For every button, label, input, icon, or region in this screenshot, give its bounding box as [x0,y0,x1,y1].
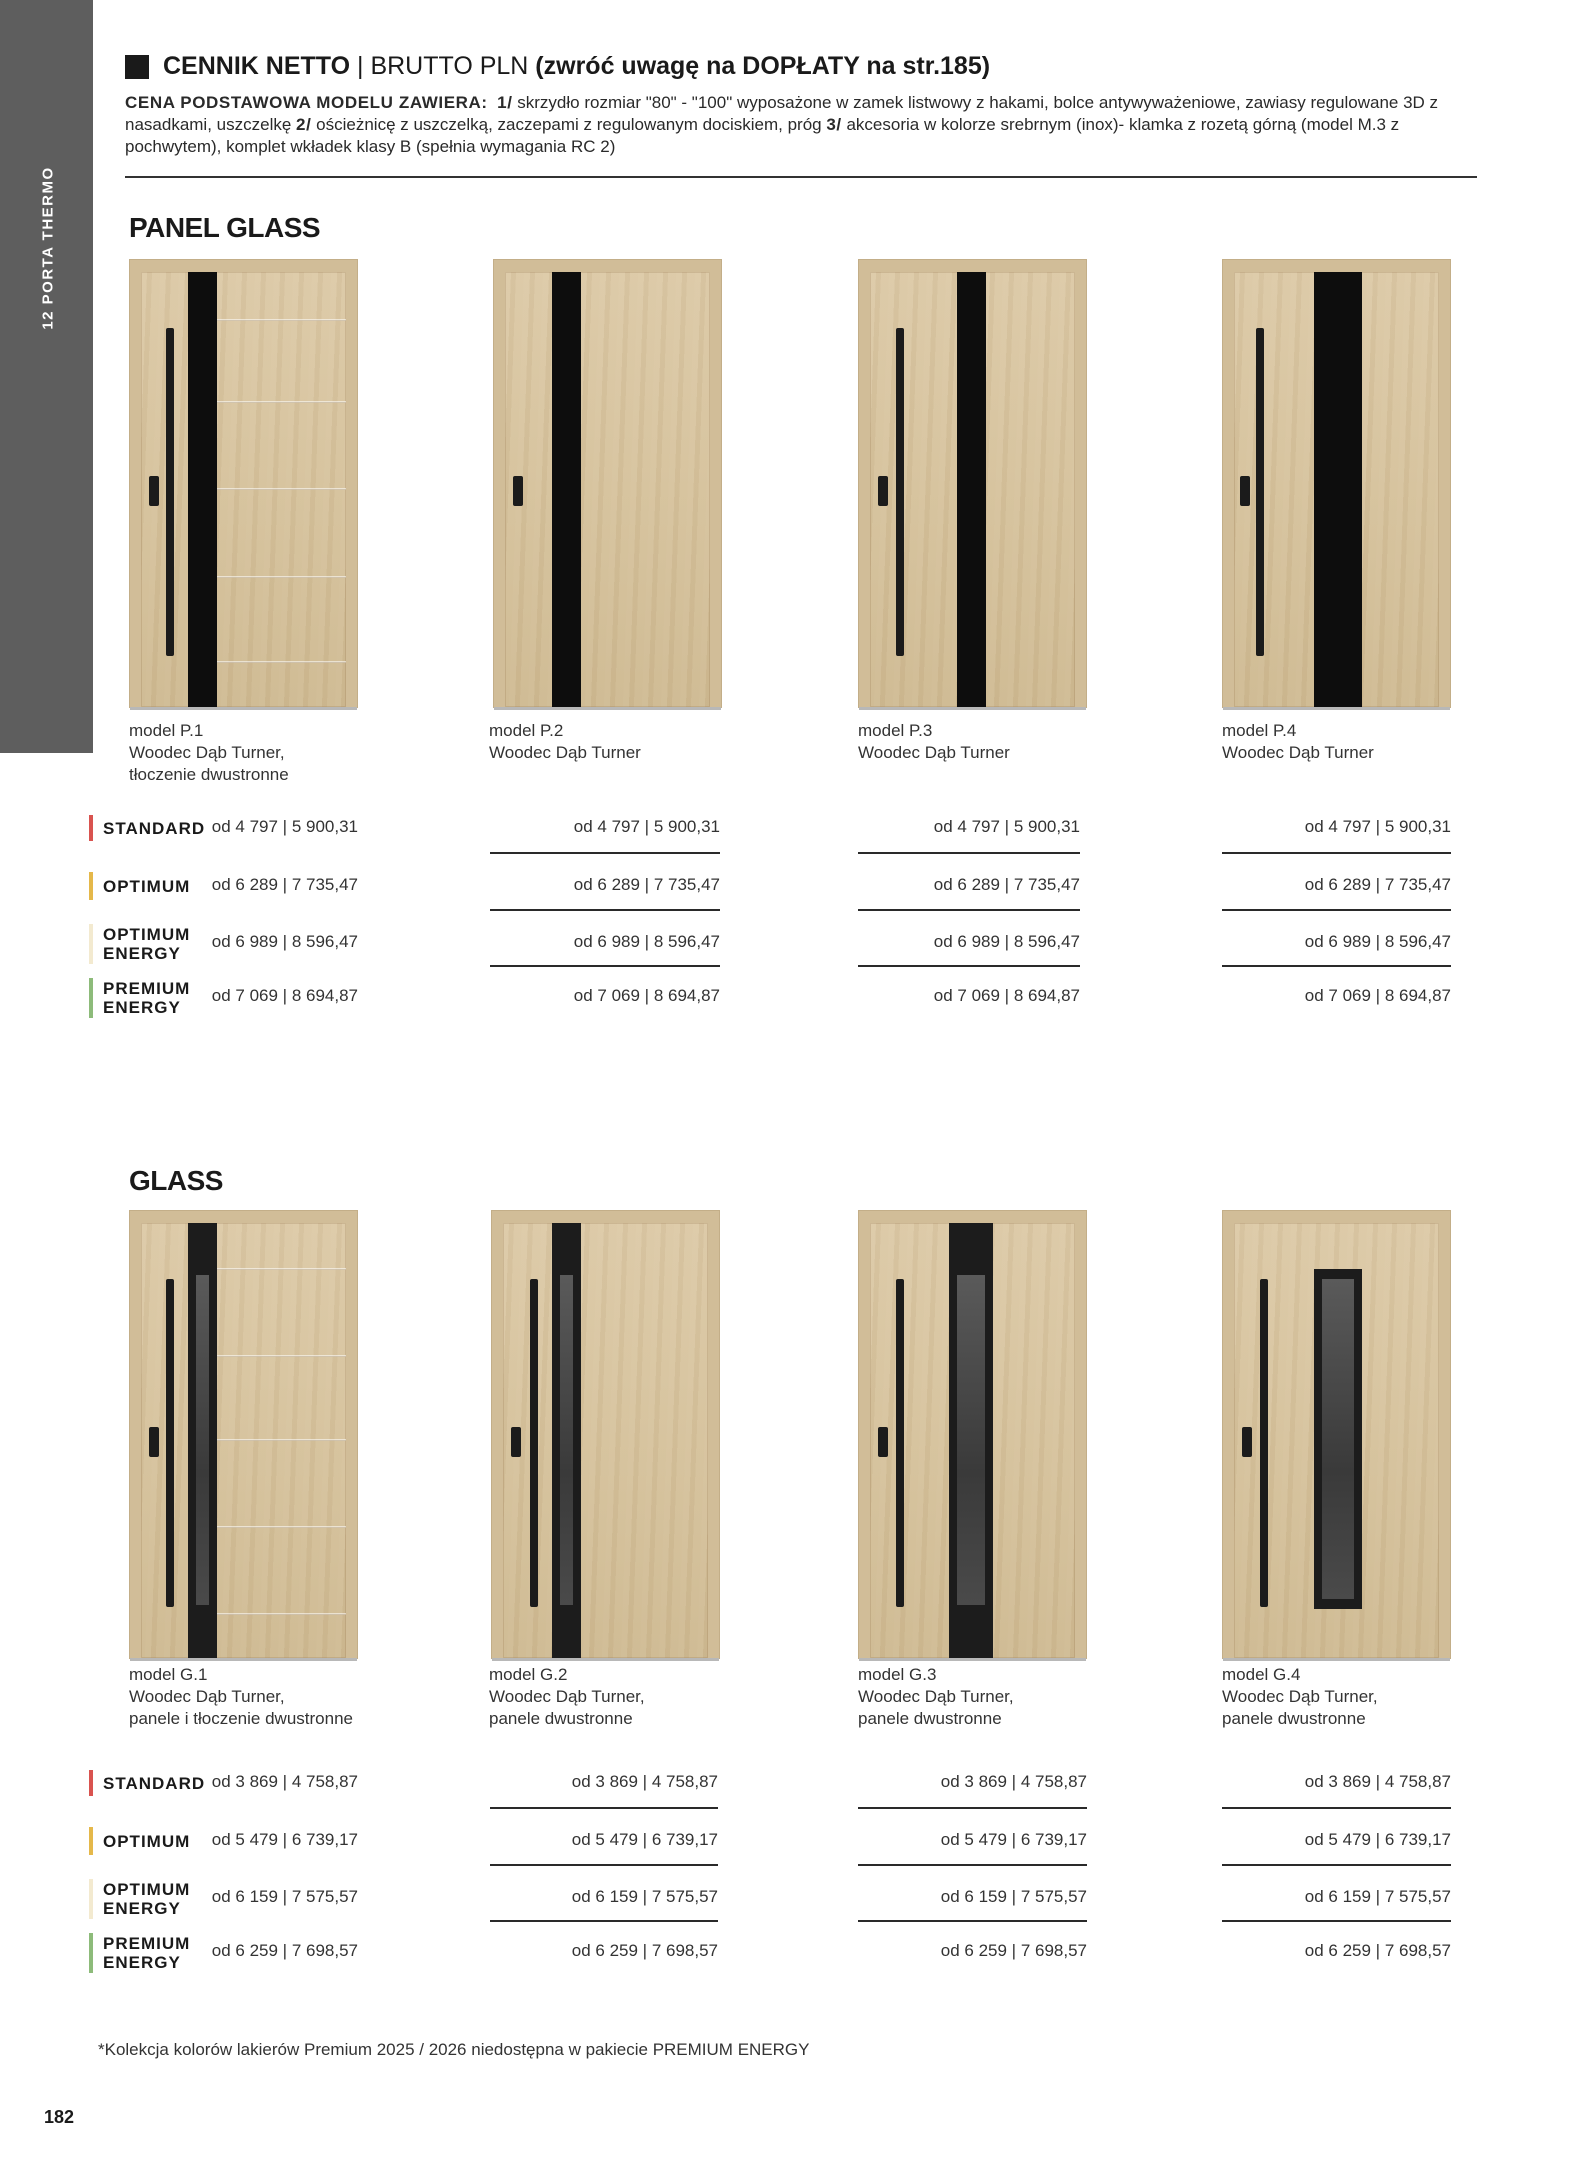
tier-label-standard [89,1770,205,1796]
price-standard: od 3 869 | 4 758,87 [211,1772,358,1791]
price-optimum-energy: od 6 159 | 7 575,57 [211,1887,358,1906]
price-optimum: od 5 479 | 6 739,17 [1304,1830,1451,1849]
price-premium-energy: od 7 069 | 8 694,87 [933,986,1080,1005]
model-color: Woodec Dąb Turner [489,743,641,762]
price-optimum-energy: od 6 159 | 7 575,57 [571,1887,718,1906]
model-color: Woodec Dąb Turner [858,743,1010,762]
model-color: Woodec Dąb Turner, [858,1687,1014,1706]
tier-name-2: ENERGY [103,944,181,963]
model-color: Woodec Dąb Turner, [129,1687,285,1706]
footnote: *Kolekcja kolorów lakierów Premium 2025 / 2026 niedostępna w pakiecie PREMIUM ENERGY [98,2040,810,2059]
price-optimum-energy: od 6 989 | 8 596,47 [211,932,358,951]
desc-num: 3/ [826,115,842,134]
model-detail: panele dwustronne [1222,1709,1366,1728]
model-name: model P.1 [129,721,204,740]
desc-text: akcesoria w kolorze srebrnym (inox)- klamka z rozetą górną (model M.3 z pochwytem), komplet wkładek klasy B (spełnia wymagania RC 2) [125,115,1400,156]
price-premium-energy: od 6 259 | 7 698,57 [211,1941,358,1960]
model-caption-g1 [129,1664,353,1730]
price-optimum: od 5 479 | 6 739,17 [940,1830,1087,1849]
model-name: model G.2 [489,1665,568,1684]
header-square-icon [125,55,149,79]
model-caption-g2 [489,1664,645,1730]
model-name: model P.4 [1222,721,1297,740]
model-color: Woodec Dąb Turner, [489,1687,645,1706]
price-premium-energy: od 7 069 | 8 694,87 [573,986,720,1005]
side-tab-label: 12 PORTA THERMO [39,166,57,330]
tier-name: PREMIUM [103,979,191,998]
title-surcharge-note: (zwróć uwagę na DOPŁATY na str.185) [535,52,991,80]
model-caption-p4 [1222,720,1374,764]
title-netto: CENNIK NETTO [163,52,351,80]
model-caption-p3 [858,720,1010,764]
model-caption-g4 [1222,1664,1378,1730]
page-number: 182 [44,2107,75,2127]
door-image-p1 [129,259,358,708]
desc-text: skrzydło rozmiar "80" - "100" wyposażone w zamek listwowy z hakami, bolce antywyważeniowe, zawiasy regulowane 3D z nasadkami, uszczelkę [125,93,1439,134]
price-optimum-energy: od 6 989 | 8 596,47 [1304,932,1451,951]
tier-name-2: ENERGY [103,1899,181,1918]
tier-name-2: ENERGY [103,998,181,1017]
desc-num: 2/ [296,115,312,134]
tier-label-optimum [89,872,190,900]
price-premium-energy: od 7 069 | 8 694,87 [211,986,358,1005]
model-caption-p2 [489,720,641,764]
model-name: model P.3 [858,721,933,740]
price-optimum-energy: od 6 989 | 8 596,47 [933,932,1080,951]
model-detail: panele dwustronne [489,1709,633,1728]
price-standard: od 4 797 | 5 900,31 [933,817,1080,836]
desc-num: 1/ [497,93,513,112]
tier-label-optimum-energy [89,1879,190,1919]
desc-text: ościeżnicę z uszczelką, zaczepami z regulowanym dociskiem, próg [311,115,827,134]
price-premium-energy: od 7 069 | 8 694,87 [1304,986,1451,1005]
model-caption-g3 [858,1664,1014,1730]
price-premium-energy: od 6 259 | 7 698,57 [940,1941,1087,1960]
desc-lead: CENA PODSTAWOWA MODELU ZAWIERA: [125,93,488,112]
door-image-g2 [491,1210,720,1659]
tier-name: OPTIMUM [103,1831,191,1851]
model-detail: panele i tłoczenie dwustronne [129,1709,353,1728]
tier-name: STANDARD [103,818,206,838]
page-header [125,52,990,81]
door-image-g3 [858,1210,1087,1659]
price-standard: od 3 869 | 4 758,87 [940,1772,1087,1791]
door-image-p4 [1222,259,1451,708]
base-price-description [125,92,1485,158]
price-standard: od 3 869 | 4 758,87 [1304,1772,1451,1791]
title-brutto: BRUTTO PLN [370,52,536,80]
model-name: model G.3 [858,1665,937,1684]
price-optimum: od 6 289 | 7 735,47 [933,875,1080,894]
tier-name: OPTIMUM [103,1880,191,1899]
door-image-p2 [493,259,722,708]
price-optimum: od 5 479 | 6 739,17 [571,1830,718,1849]
tier-name: OPTIMUM [103,876,191,896]
section-title-panel-glass: PANEL GLASS [129,212,321,243]
price-optimum: od 6 289 | 7 735,47 [1304,875,1451,894]
header-divider [125,176,1477,178]
price-optimum: od 5 479 | 6 739,17 [211,1830,358,1849]
model-color: Woodec Dąb Turner, [1222,1687,1378,1706]
model-detail: tłoczenie dwustronne [129,765,289,784]
tier-label-optimum [89,1827,190,1855]
title-separator: | [350,52,371,80]
price-standard: od 4 797 | 5 900,31 [211,817,358,836]
price-optimum: od 6 289 | 7 735,47 [573,875,720,894]
model-color: Woodec Dąb Turner [1222,743,1374,762]
price-optimum-energy: od 6 989 | 8 596,47 [573,932,720,951]
price-optimum: od 6 289 | 7 735,47 [211,875,358,894]
page-title [163,52,990,81]
door-image-g1 [129,1210,358,1659]
price-standard: od 4 797 | 5 900,31 [1304,817,1451,836]
price-standard: od 4 797 | 5 900,31 [573,817,720,836]
door-image-g4 [1222,1210,1451,1659]
tier-name: OPTIMUM [103,925,191,944]
tier-label-optimum-energy [89,924,190,964]
model-detail: panele dwustronne [858,1709,1002,1728]
side-tab [0,0,93,753]
model-name: model G.1 [129,1665,208,1684]
model-name: model G.4 [1222,1665,1301,1684]
tier-name-2: ENERGY [103,1953,181,1972]
price-optimum-energy: od 6 159 | 7 575,57 [1304,1887,1451,1906]
door-image-p3 [858,259,1087,708]
model-name: model P.2 [489,721,564,740]
tier-label-premium-energy [89,1933,190,1973]
model-color: Woodec Dąb Turner, [129,743,285,762]
tier-name: PREMIUM [103,1934,191,1953]
price-premium-energy: od 6 259 | 7 698,57 [1304,1941,1451,1960]
price-standard: od 3 869 | 4 758,87 [571,1772,718,1791]
tier-label-standard [89,815,205,841]
tier-name: STANDARD [103,1773,206,1793]
tier-label-premium-energy [89,978,190,1018]
model-caption-p1 [129,720,289,786]
section-title-glass: GLASS [129,1165,223,1196]
price-premium-energy: od 6 259 | 7 698,57 [571,1941,718,1960]
price-optimum-energy: od 6 159 | 7 575,57 [940,1887,1087,1906]
